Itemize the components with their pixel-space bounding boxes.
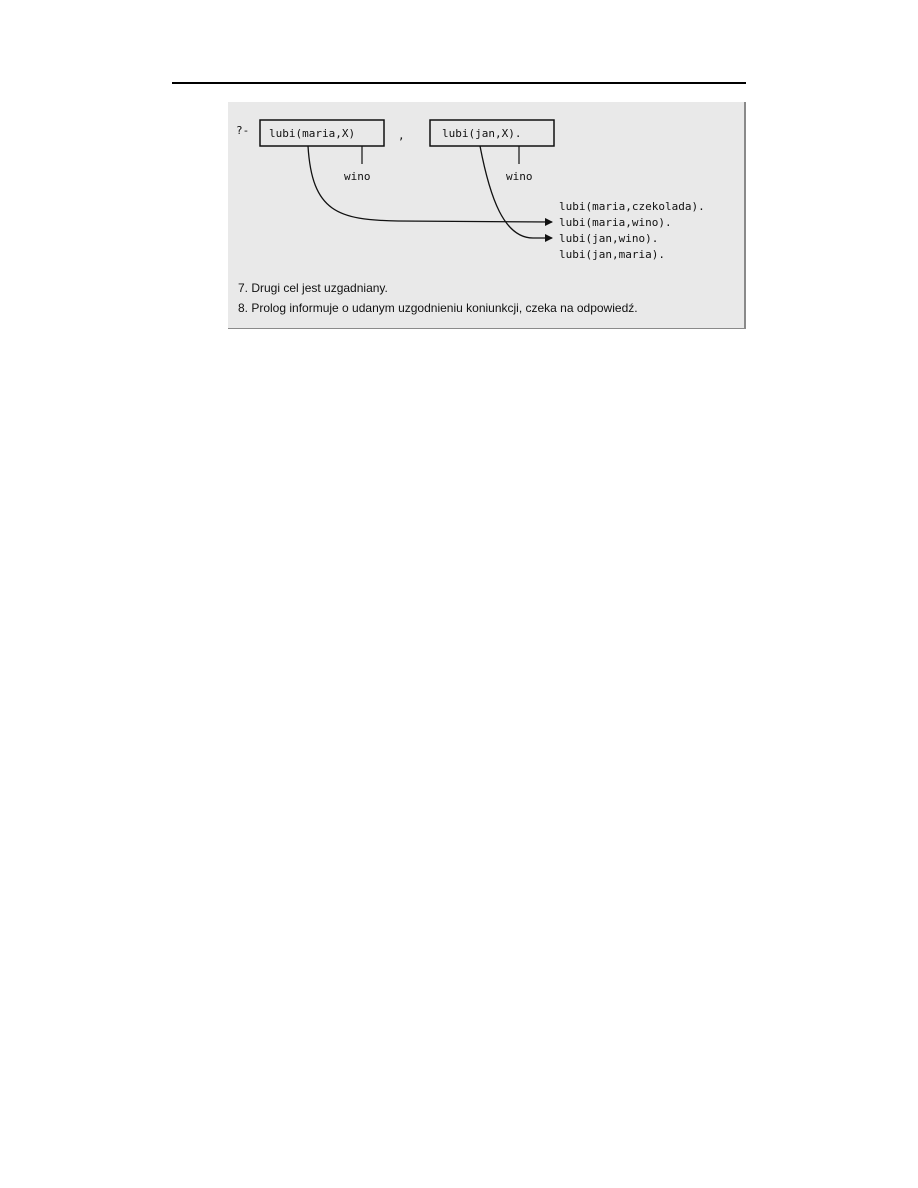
conjunction-separator: , [398,129,405,142]
arrow-goal-2-to-fact [480,146,552,238]
prolog-figure [228,102,746,329]
goal-1-binding: wino [344,170,371,183]
fact-3: lubi(jan,wino). [559,232,659,245]
goal-2-text: lubi(jan,X). [442,127,522,140]
caption-step-7: 7. Drugi cel jest uzgadniany. [238,281,388,295]
fact-4: lubi(jan,maria). [559,248,665,261]
fact-2: lubi(maria,wino). [559,216,672,229]
caption-step-8: 8. Prolog informuje o udanym uzgodnieniu koniunkcji, czeka na odpowiedź. [238,301,638,315]
goal-1-text: lubi(maria,X) [269,127,356,140]
page-top-rule [172,82,746,84]
prompt-symbol: ?- [236,124,250,137]
arrow-goal-1-to-fact [308,146,552,222]
fact-1: lubi(maria,czekolada). [559,200,705,213]
goal-2-binding: wino [506,170,533,183]
